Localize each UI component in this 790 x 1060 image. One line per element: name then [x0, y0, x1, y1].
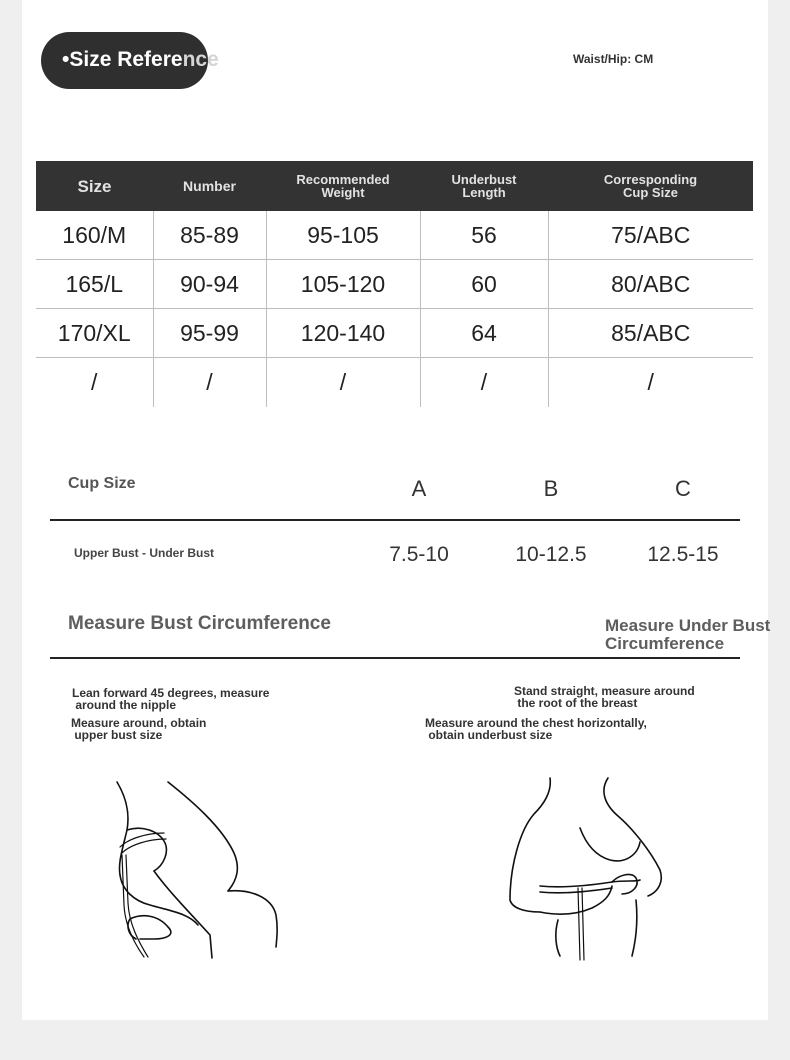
cell-size: 170/XL — [36, 309, 153, 358]
cell-cup: 80/ABC — [548, 260, 753, 309]
cell-size: 160/M — [36, 211, 153, 260]
cup-b-header: B — [543, 476, 559, 501]
cell-underbust: 64 — [420, 309, 548, 358]
size-table-header — [36, 161, 753, 211]
cup-row-label: Upper Bust - Under Bust — [74, 546, 215, 560]
cup-b-value: 10-12.5 — [515, 543, 587, 566]
cell-cup: 85/ABC — [548, 309, 753, 358]
cup-a-value: 7.5-10 — [389, 543, 449, 566]
underbust-instruction-1: Stand straight, measure around the root of the breast — [514, 684, 695, 710]
header-number: Number — [153, 161, 266, 211]
table-row — [36, 211, 753, 260]
title-part-2: nce — [182, 48, 219, 71]
cell-size: 165/L — [36, 260, 153, 309]
cell-underbust: / — [420, 358, 548, 408]
cell-cup: / — [548, 358, 753, 408]
bust-instruction-2: Measure around, obtain upper bust size — [71, 716, 207, 742]
cell-number: 90-94 — [153, 260, 266, 309]
cell-weight: 105-120 — [266, 260, 420, 309]
header-cup: Corresponding Cup Size — [548, 161, 753, 211]
cup-c-header: C — [675, 476, 691, 501]
unit-note: Waist/Hip: CM — [573, 52, 654, 66]
cell-cup: 75/ABC — [548, 211, 753, 260]
table-row — [36, 309, 753, 358]
title-bullet: • — [62, 48, 70, 71]
cell-weight: 120-140 — [266, 309, 420, 358]
table-row — [36, 358, 753, 408]
table-row — [36, 260, 753, 309]
bust-instruction-1: Lean forward 45 degrees, measure around the nipple — [72, 686, 270, 712]
measure-divider — [50, 657, 740, 659]
cup-size-label: Cup Size — [68, 475, 136, 492]
cell-underbust: 56 — [420, 211, 548, 260]
measure-bust-title: Measure Bust Circumference — [68, 613, 331, 634]
underbust-measure-illustration — [500, 770, 680, 965]
underbust-instruction-2: Measure around the chest horizontally, obtain underbust size — [425, 716, 647, 742]
header-weight: Recommended Weight — [266, 161, 420, 211]
measure-underbust-title: Measure Under Bust Circumference — [605, 616, 771, 653]
title-part-1: Size Refere — [69, 48, 183, 71]
cell-number: 95-99 — [153, 309, 266, 358]
cell-size: / — [91, 369, 98, 395]
cup-c-value: 12.5-15 — [647, 543, 719, 566]
page-title — [62, 48, 219, 72]
cup-divider — [50, 519, 740, 521]
header-underbust: Underbust Length — [420, 161, 548, 211]
cell-underbust: 60 — [420, 260, 548, 309]
cell-weight: 95-105 — [266, 211, 420, 260]
bust-measure-illustration — [100, 775, 290, 965]
cell-number: 85-89 — [153, 211, 266, 260]
cell-number: / — [153, 358, 266, 408]
header-size: Size — [36, 161, 153, 211]
size-table — [36, 161, 753, 407]
cell-weight: / — [266, 358, 420, 408]
cup-a-header: A — [411, 476, 427, 501]
